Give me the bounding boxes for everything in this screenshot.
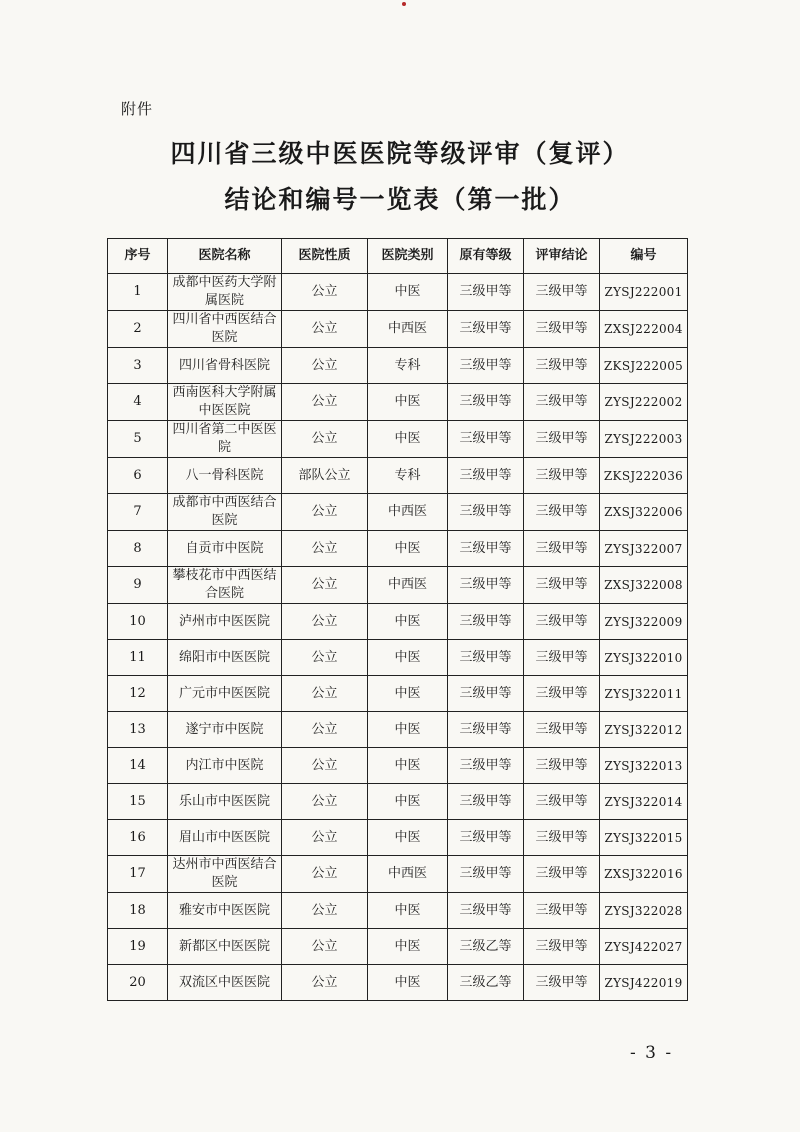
cell-index: 16 — [108, 820, 168, 856]
table-row — [108, 274, 688, 311]
cell-original-grade: 三级甲等 — [448, 494, 524, 531]
attachment-label: 附件 — [121, 100, 154, 118]
cell-hospital-name: 双流区中医医院 — [168, 965, 282, 1001]
cell-review-conclusion: 三级甲等 — [524, 856, 600, 893]
cell-hospital-name: 四川省中西医结合医院 — [168, 311, 282, 348]
cell-review-conclusion: 三级甲等 — [524, 348, 600, 384]
cell-original-grade: 三级甲等 — [448, 676, 524, 712]
cell-index: 20 — [108, 965, 168, 1001]
cell-hospital-nature: 公立 — [282, 421, 368, 458]
cell-hospital-nature: 公立 — [282, 531, 368, 567]
table-row — [108, 640, 688, 676]
cell-original-grade: 三级甲等 — [448, 384, 524, 421]
header-hospital-name: 医院名称 — [168, 239, 282, 274]
cell-hospital-category: 中医 — [368, 384, 448, 421]
header-code: 编号 — [600, 239, 688, 274]
cell-code: ZYSJ422027 — [600, 929, 688, 965]
cell-code: ZYSJ322010 — [600, 640, 688, 676]
table-row — [108, 893, 688, 929]
cell-review-conclusion: 三级甲等 — [524, 494, 600, 531]
cell-hospital-nature: 公立 — [282, 604, 368, 640]
cell-original-grade: 三级甲等 — [448, 856, 524, 893]
table-row — [108, 712, 688, 748]
cell-index: 19 — [108, 929, 168, 965]
cell-hospital-nature: 公立 — [282, 274, 368, 311]
cell-hospital-category: 中医 — [368, 274, 448, 311]
cell-hospital-nature: 公立 — [282, 965, 368, 1001]
cell-hospital-name: 四川省骨科医院 — [168, 348, 282, 384]
cell-hospital-category: 中医 — [368, 748, 448, 784]
cell-original-grade: 三级甲等 — [448, 640, 524, 676]
cell-hospital-name: 新都区中医医院 — [168, 929, 282, 965]
cell-code: ZYSJ422019 — [600, 965, 688, 1001]
cell-hospital-name: 达州市中西医结合医院 — [168, 856, 282, 893]
cell-code: ZKSJ222005 — [600, 348, 688, 384]
cell-hospital-nature: 公立 — [282, 311, 368, 348]
cell-hospital-category: 中西医 — [368, 311, 448, 348]
cell-review-conclusion: 三级甲等 — [524, 784, 600, 820]
cell-index: 3 — [108, 348, 168, 384]
document-title-line-1: 四川省三级中医医院等级评审（复评） — [170, 139, 630, 168]
cell-hospital-name: 遂宁市中医院 — [168, 712, 282, 748]
cell-hospital-name: 成都市中西医结合医院 — [168, 494, 282, 531]
header-hospital-category: 医院类别 — [368, 239, 448, 274]
cell-original-grade: 三级甲等 — [448, 712, 524, 748]
cell-hospital-nature: 公立 — [282, 856, 368, 893]
cell-hospital-nature: 公立 — [282, 384, 368, 421]
table-row — [108, 531, 688, 567]
cell-index: 12 — [108, 676, 168, 712]
cell-code: ZYSJ322011 — [600, 676, 688, 712]
header-review-conclusion: 评审结论 — [524, 239, 600, 274]
cell-hospital-name: 乐山市中医医院 — [168, 784, 282, 820]
cell-code: ZYSJ222001 — [600, 274, 688, 311]
hospital-review-table — [107, 238, 688, 1001]
cell-review-conclusion: 三级甲等 — [524, 712, 600, 748]
cell-index: 9 — [108, 567, 168, 604]
cell-hospital-category: 中医 — [368, 929, 448, 965]
cell-code: ZYSJ322007 — [600, 531, 688, 567]
cell-hospital-category: 中西医 — [368, 856, 448, 893]
cell-original-grade: 三级乙等 — [448, 929, 524, 965]
cell-code: ZYSJ322013 — [600, 748, 688, 784]
table-row — [108, 567, 688, 604]
cell-hospital-category: 中医 — [368, 640, 448, 676]
cell-code: ZKSJ222036 — [600, 458, 688, 494]
cell-code: ZYSJ322014 — [600, 784, 688, 820]
cell-code: ZYSJ222002 — [600, 384, 688, 421]
table-row — [108, 784, 688, 820]
cell-review-conclusion: 三级甲等 — [524, 421, 600, 458]
cell-review-conclusion: 三级甲等 — [524, 384, 600, 421]
cell-hospital-nature: 公立 — [282, 929, 368, 965]
header-original-grade: 原有等级 — [448, 239, 524, 274]
cell-hospital-name: 内江市中医院 — [168, 748, 282, 784]
table-row — [108, 929, 688, 965]
cell-index: 17 — [108, 856, 168, 893]
cell-index: 11 — [108, 640, 168, 676]
table-row — [108, 604, 688, 640]
cell-hospital-category: 中西医 — [368, 494, 448, 531]
cell-hospital-name: 广元市中医医院 — [168, 676, 282, 712]
cell-hospital-nature: 公立 — [282, 748, 368, 784]
cell-hospital-name: 西南医科大学附属中医医院 — [168, 384, 282, 421]
cell-original-grade: 三级甲等 — [448, 274, 524, 311]
cell-index: 2 — [108, 311, 168, 348]
cell-index: 7 — [108, 494, 168, 531]
red-dot-mark — [402, 2, 406, 6]
cell-index: 8 — [108, 531, 168, 567]
cell-index: 18 — [108, 893, 168, 929]
cell-code: ZXSJ322008 — [600, 567, 688, 604]
cell-hospital-nature: 公立 — [282, 893, 368, 929]
table-row — [108, 311, 688, 348]
cell-original-grade: 三级甲等 — [448, 348, 524, 384]
cell-hospital-category: 中医 — [368, 676, 448, 712]
cell-code: ZYSJ322028 — [600, 893, 688, 929]
cell-hospital-nature: 公立 — [282, 494, 368, 531]
cell-original-grade: 三级甲等 — [448, 893, 524, 929]
cell-hospital-category: 专科 — [368, 348, 448, 384]
cell-hospital-name: 成都中医药大学附属医院 — [168, 274, 282, 311]
cell-hospital-name: 绵阳市中医医院 — [168, 640, 282, 676]
cell-original-grade: 三级甲等 — [448, 458, 524, 494]
cell-hospital-category: 中医 — [368, 712, 448, 748]
cell-code: ZYSJ322012 — [600, 712, 688, 748]
cell-hospital-category: 中医 — [368, 820, 448, 856]
cell-original-grade: 三级甲等 — [448, 311, 524, 348]
cell-review-conclusion: 三级甲等 — [524, 820, 600, 856]
cell-original-grade: 三级甲等 — [448, 604, 524, 640]
cell-hospital-nature: 部队公立 — [282, 458, 368, 494]
table-row — [108, 494, 688, 531]
cell-hospital-category: 中医 — [368, 965, 448, 1001]
cell-hospital-name: 自贡市中医院 — [168, 531, 282, 567]
cell-hospital-name: 攀枝花市中西医结合医院 — [168, 567, 282, 604]
cell-review-conclusion: 三级甲等 — [524, 531, 600, 567]
cell-index: 6 — [108, 458, 168, 494]
cell-index: 1 — [108, 274, 168, 311]
cell-hospital-name: 八一骨科医院 — [168, 458, 282, 494]
cell-review-conclusion: 三级甲等 — [524, 748, 600, 784]
cell-review-conclusion: 三级甲等 — [524, 567, 600, 604]
page-number: - 3 - — [630, 1043, 674, 1063]
cell-hospital-nature: 公立 — [282, 567, 368, 604]
cell-review-conclusion: 三级甲等 — [524, 965, 600, 1001]
document-title-line-2: 结论和编号一览表（第一批） — [224, 185, 576, 214]
cell-index: 15 — [108, 784, 168, 820]
cell-original-grade: 三级甲等 — [448, 531, 524, 567]
cell-hospital-nature: 公立 — [282, 820, 368, 856]
cell-hospital-name: 雅安市中医医院 — [168, 893, 282, 929]
cell-original-grade: 三级甲等 — [448, 421, 524, 458]
cell-hospital-category: 中医 — [368, 784, 448, 820]
cell-original-grade: 三级甲等 — [448, 748, 524, 784]
table-row — [108, 348, 688, 384]
cell-review-conclusion: 三级甲等 — [524, 893, 600, 929]
cell-index: 5 — [108, 421, 168, 458]
table-row — [108, 384, 688, 421]
cell-hospital-category: 专科 — [368, 458, 448, 494]
header-hospital-nature: 医院性质 — [282, 239, 368, 274]
cell-hospital-nature: 公立 — [282, 784, 368, 820]
cell-review-conclusion: 三级甲等 — [524, 640, 600, 676]
cell-review-conclusion: 三级甲等 — [524, 929, 600, 965]
cell-index: 4 — [108, 384, 168, 421]
cell-hospital-name: 泸州市中医医院 — [168, 604, 282, 640]
cell-hospital-category: 中医 — [368, 893, 448, 929]
cell-code: ZYSJ322015 — [600, 820, 688, 856]
cell-index: 10 — [108, 604, 168, 640]
cell-code: ZYSJ322009 — [600, 604, 688, 640]
cell-code: ZXSJ322016 — [600, 856, 688, 893]
cell-hospital-nature: 公立 — [282, 348, 368, 384]
cell-hospital-category: 中医 — [368, 421, 448, 458]
cell-hospital-category: 中医 — [368, 531, 448, 567]
table-row — [108, 676, 688, 712]
cell-review-conclusion: 三级甲等 — [524, 604, 600, 640]
cell-original-grade: 三级甲等 — [448, 567, 524, 604]
cell-code: ZYSJ222003 — [600, 421, 688, 458]
table-row — [108, 820, 688, 856]
table-row — [108, 421, 688, 458]
cell-original-grade: 三级甲等 — [448, 820, 524, 856]
cell-hospital-nature: 公立 — [282, 640, 368, 676]
cell-hospital-name: 四川省第二中医医院 — [168, 421, 282, 458]
cell-review-conclusion: 三级甲等 — [524, 274, 600, 311]
cell-review-conclusion: 三级甲等 — [524, 458, 600, 494]
cell-hospital-name: 眉山市中医医院 — [168, 820, 282, 856]
cell-hospital-category: 中医 — [368, 604, 448, 640]
cell-code: ZXSJ322006 — [600, 494, 688, 531]
cell-original-grade: 三级甲等 — [448, 784, 524, 820]
cell-index: 13 — [108, 712, 168, 748]
header-index: 序号 — [108, 239, 168, 274]
table-row — [108, 748, 688, 784]
cell-review-conclusion: 三级甲等 — [524, 311, 600, 348]
cell-hospital-category: 中西医 — [368, 567, 448, 604]
cell-hospital-nature: 公立 — [282, 712, 368, 748]
table-header-row — [108, 239, 688, 274]
table-row — [108, 965, 688, 1001]
cell-original-grade: 三级乙等 — [448, 965, 524, 1001]
table-row — [108, 856, 688, 893]
cell-hospital-nature: 公立 — [282, 676, 368, 712]
cell-index: 14 — [108, 748, 168, 784]
cell-review-conclusion: 三级甲等 — [524, 676, 600, 712]
cell-code: ZXSJ222004 — [600, 311, 688, 348]
table-row — [108, 458, 688, 494]
